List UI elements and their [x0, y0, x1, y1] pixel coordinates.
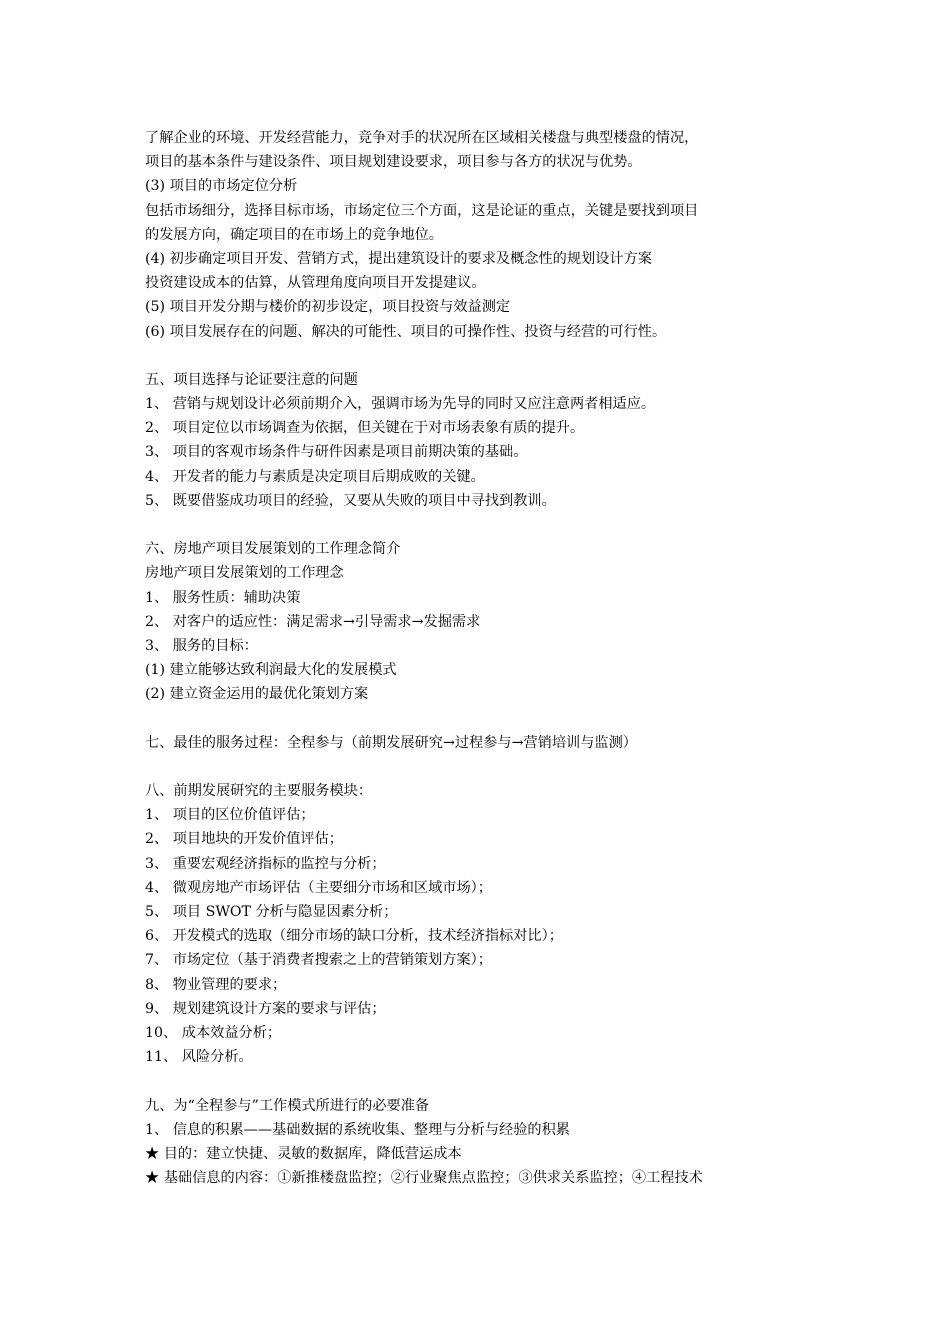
text-line: 1、 信息的积累——基础数据的系统收集、整理与分析与经验的积累	[145, 1121, 570, 1138]
text-line: 9、 规划建筑设计方案的要求与评估；	[145, 1000, 386, 1017]
text-line: 六、房地产项目发展策划的工作理念简介	[145, 541, 401, 558]
text-line: (3) 项目的市场定位分析	[145, 178, 298, 195]
text-line: (5) 项目开发分期与楼价的初步设定，项目投资与效益测定	[145, 299, 511, 316]
text-line: ★ 基础信息的内容：①新推楼盘监控；②行业聚焦点监控；③供求关系监控；④工程技术	[145, 1170, 703, 1187]
text-line: 七、最佳的服务过程：全程参与（前期发展研究→过程参与→营销培训与监测）	[145, 734, 637, 751]
text-line: 九、为“全程参与”工作模式所进行的必要准备	[145, 1097, 430, 1114]
blank-line	[145, 513, 825, 537]
text-line: (1) 建立能够达致利润最大化的发展模式	[145, 662, 397, 679]
text-line: 2、 对客户的适应性：满足需求→引导需求→发掘需求	[145, 613, 481, 630]
text-line: 8、 物业管理的要求；	[145, 976, 287, 993]
text-line: 3、 项目的客观市场条件与研件因素是项目前期决策的基础。	[145, 444, 528, 461]
blank-line	[145, 707, 825, 731]
text-line: 项目的基本条件与建设条件、项目规划建设要求，项目参与各方的状况与优势。	[145, 154, 642, 171]
text-line: 3、 重要宏观经济指标的监控与分析；	[145, 855, 386, 872]
text-line: 3、 服务的目标：	[145, 637, 258, 654]
text-line: 了解企业的环境、开发经营能力，竞争对手的状况所在区域相关楼盘与典型楼盘的情况，	[145, 130, 699, 146]
text-line: 6、 开发模式的选取（细分市场的缺口分析，技术经济指标对比）；	[145, 928, 563, 945]
text-line: 7、 市场定位（基于消费者搜索之上的营销策划方案）；	[145, 952, 492, 969]
blank-line	[145, 1069, 825, 1093]
text-line: 投资建设成本的估算，从管理角度向项目开发提建议。	[145, 275, 486, 292]
text-line: 4、 开发者的能力与素质是决定项目后期成败的关键。	[145, 468, 485, 485]
text-line: 1、 服务性质：辅助决策	[145, 589, 301, 606]
blank-line	[145, 755, 825, 779]
text-line: 八、前期发展研究的主要服务模块：	[145, 783, 373, 800]
text-line: 2、 项目地块的开发价值评估；	[145, 831, 343, 848]
text-line: 5、 项目 SWOT 分析与隐显因素分析；	[145, 904, 398, 920]
text-line: 房地产项目发展策划的工作理念	[145, 565, 344, 582]
text-line: 11、 风险分析。	[145, 1049, 253, 1066]
document-body	[145, 126, 825, 1190]
text-line: 10、 成本效益分析；	[145, 1024, 282, 1041]
text-line: 包括市场细分，选择目标市场，市场定位三个方面，这是论证的重点，关键是要找到项目	[145, 202, 699, 219]
text-line: 5、 既要借鉴成功项目的经验，又要从失败的项目中寻找到教训。	[145, 492, 556, 509]
blank-line	[145, 344, 825, 368]
text-line: 1、 营销与规划设计必须前期介入，强调市场为先导的同时又应注意两者相适应。	[145, 396, 656, 413]
text-line: (2) 建立资金运用的最优化策划方案	[145, 686, 369, 703]
text-line: 4、 微观房地产市场评估（主要细分市场和区域市场）；	[145, 879, 492, 896]
text-line: 1、 项目的区位价值评估；	[145, 807, 315, 824]
text-line: (6) 项目发展存在的问题、解决的可能性、项目的可操作性、投资与经营的可行性。	[145, 323, 667, 340]
text-line: ★ 目的：建立快捷、灵敏的数据库，降低营运成本	[145, 1145, 462, 1162]
text-line: 的发展方向，确定项目的在市场上的竞争地位。	[145, 226, 443, 243]
text-line: 2、 项目定位以市场调查为依据，但关键在于对市场表象有质的提升。	[145, 420, 585, 437]
text-line: (4) 初步确定项目开发、营销方式，提出建筑设计的要求及概念性的规划设计方案	[145, 250, 652, 267]
text-line: 五、项目选择与论证要注意的问题	[145, 371, 358, 388]
